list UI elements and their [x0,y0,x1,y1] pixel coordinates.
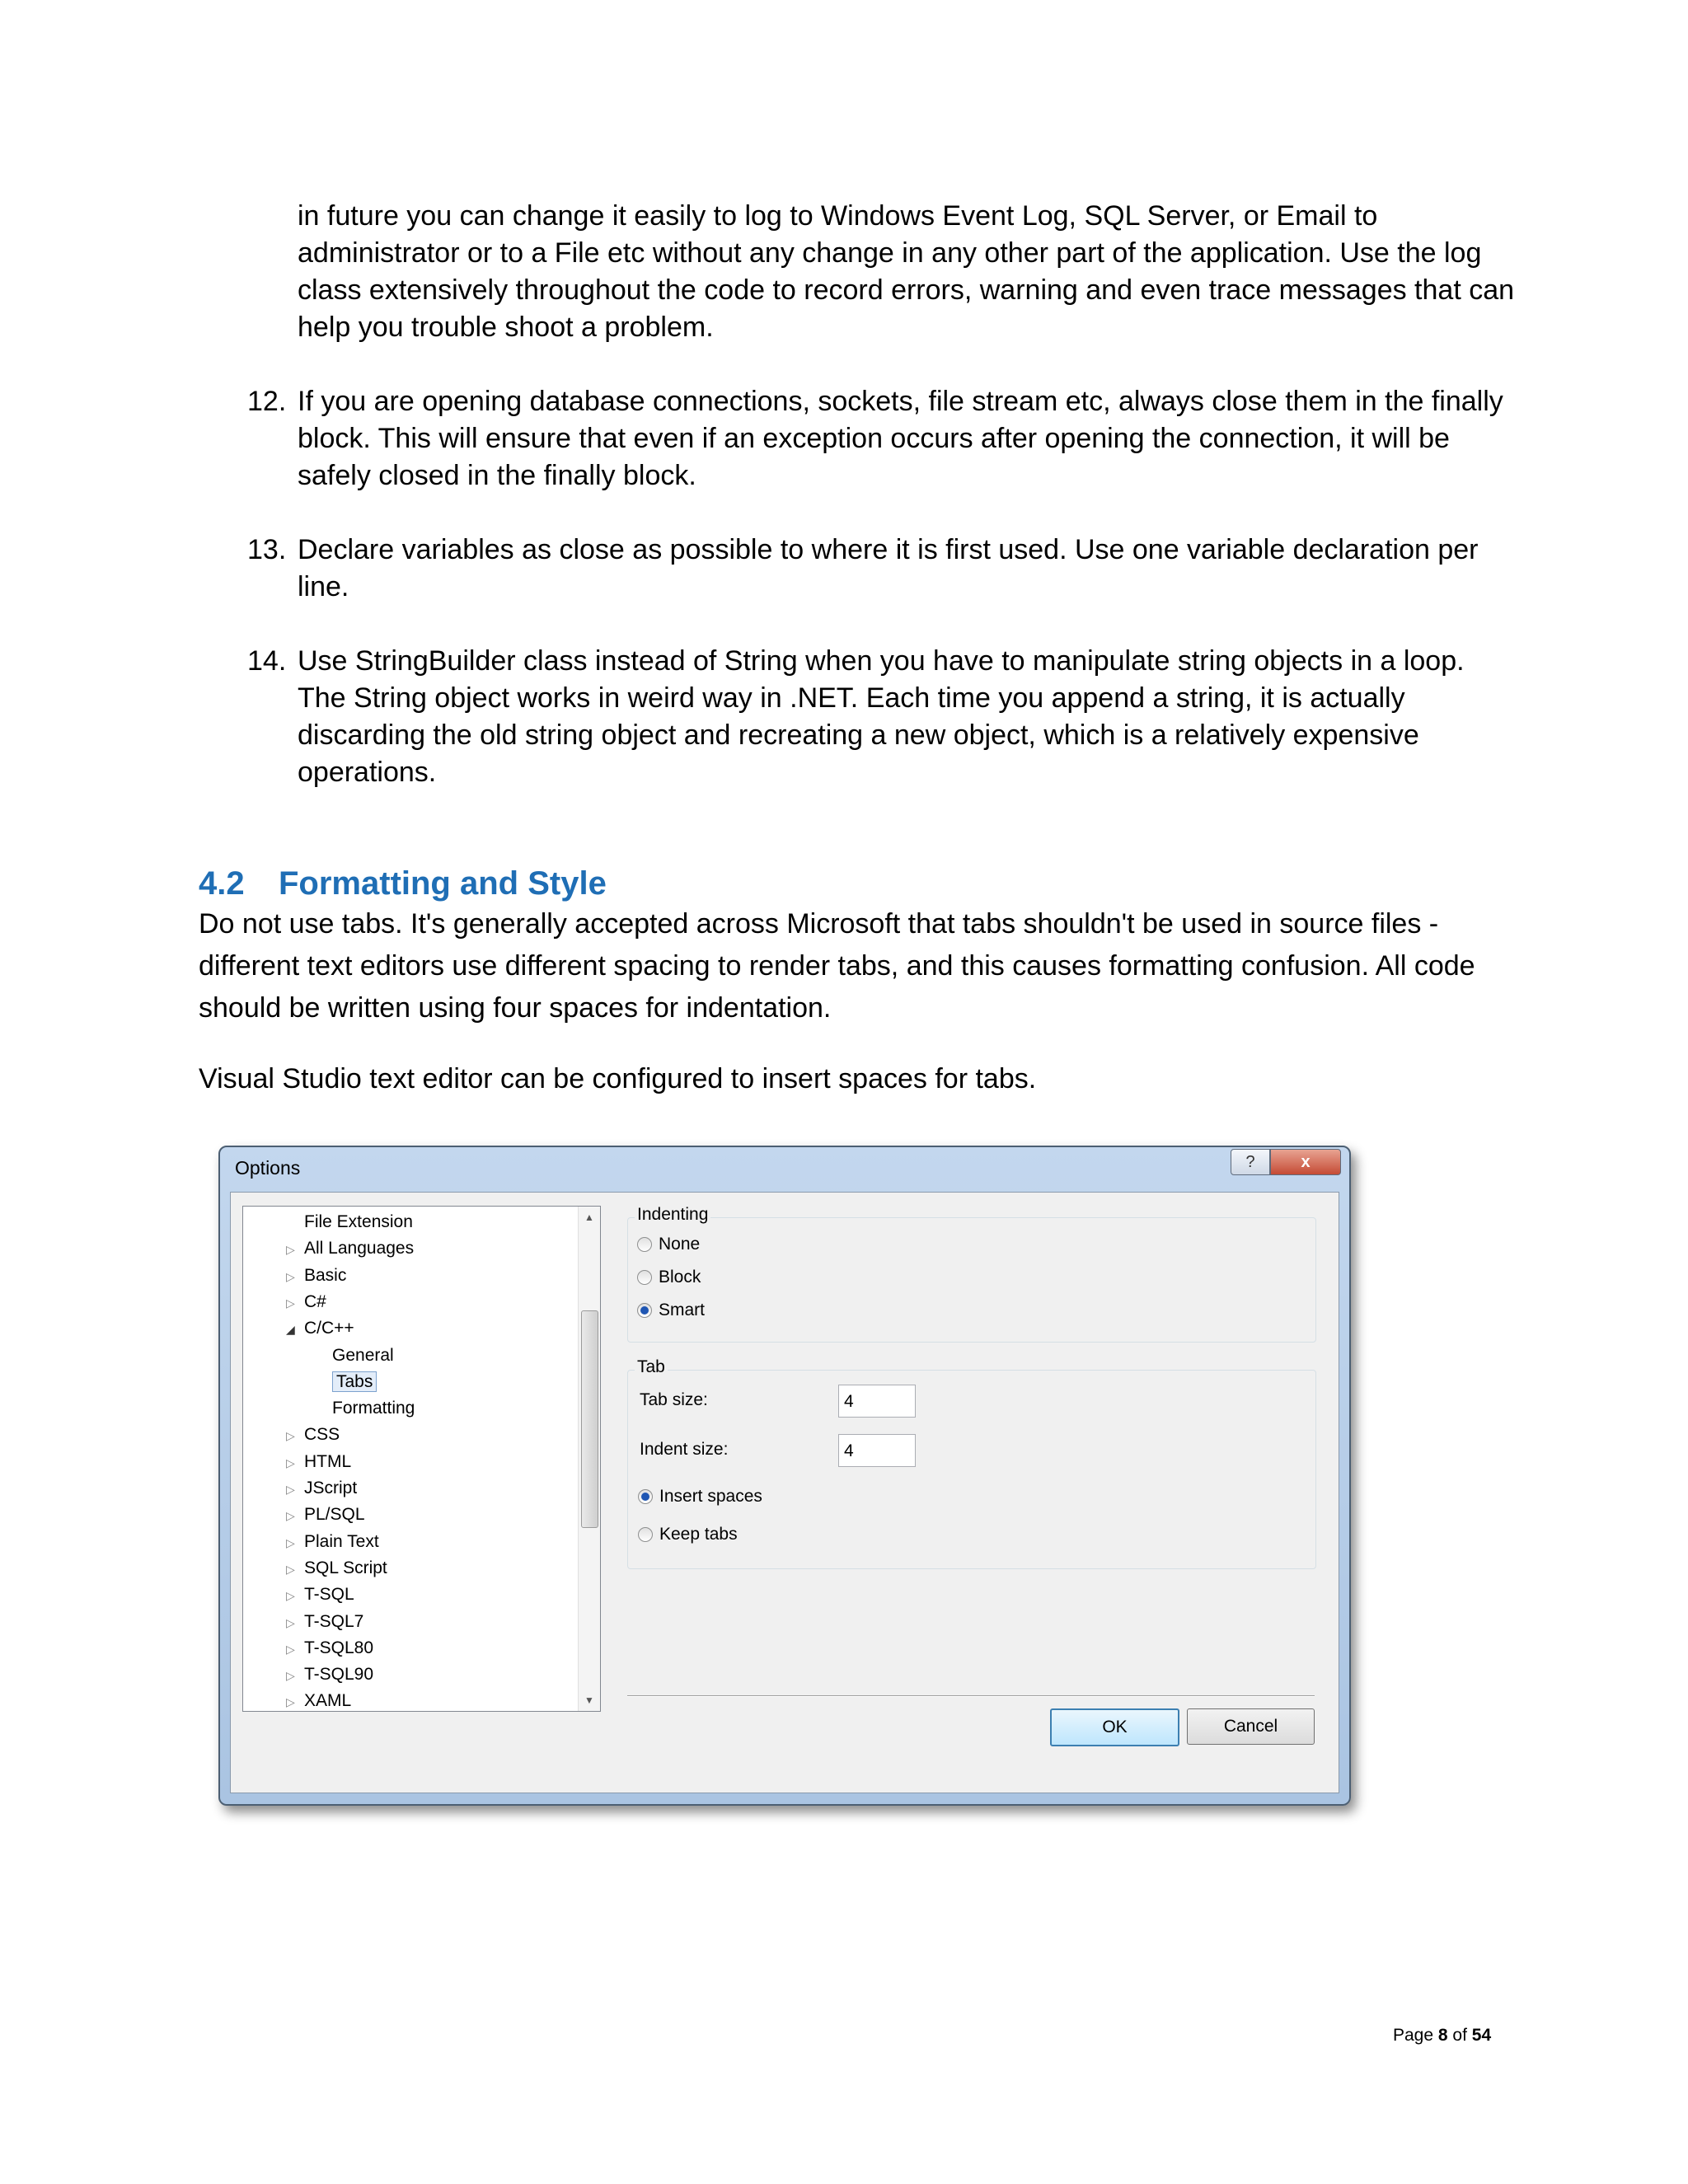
dialog-title: Options [235,1157,301,1179]
expanded-arrow-icon[interactable]: ◢ [286,1323,295,1337]
tree-item[interactable] [286,1610,363,1634]
collapsed-arrow-icon[interactable]: ▷ [286,1695,295,1709]
option-label: Smart [659,1301,706,1319]
indent-none-option[interactable] [637,1234,700,1255]
tree-item-label: T-SQL [304,1585,354,1605]
scroll-thumb[interactable] [581,1310,598,1528]
collapsed-arrow-icon[interactable]: ▷ [286,1509,295,1523]
tree-item-label: Basic [304,1265,347,1285]
cancel-button[interactable]: Cancel [1187,1708,1315,1745]
body-paragraph: Visual Studio text editor can be configured to insert spaces for tabs. [199,1063,1037,1094]
footer-prefix: Page [1393,2026,1434,2045]
tree-item-label: XAML [304,1691,352,1711]
options-tree[interactable] [242,1206,601,1712]
list-number: 12. [247,386,287,417]
tree-item[interactable] [332,1370,377,1394]
indent-block-option[interactable] [637,1267,701,1288]
tree-item[interactable] [286,1290,326,1315]
tree-scrollbar[interactable] [578,1207,600,1711]
section-title: Formatting and Style [279,865,607,902]
radio-selected-icon[interactable] [637,1303,652,1318]
radio-icon[interactable] [637,1237,652,1252]
tree-item[interactable] [286,1450,351,1474]
footer-of: of [1452,2026,1467,2045]
tree-item[interactable] [286,1422,340,1447]
collapsed-arrow-icon[interactable]: ▷ [286,1429,295,1443]
collapsed-arrow-icon[interactable]: ▷ [286,1642,295,1656]
radio-icon[interactable] [638,1527,653,1542]
tree-item[interactable] [332,1343,394,1368]
tree-item-label: SQL Script [304,1558,387,1577]
collapsed-arrow-icon[interactable]: ▷ [286,1589,295,1603]
tree-item-label: Formatting [332,1399,415,1418]
tree-item[interactable] [286,1582,354,1607]
tree-item[interactable] [332,1396,415,1421]
list-number: 13. [247,534,287,565]
collapsed-arrow-icon[interactable]: ▷ [286,1296,295,1310]
tree-item[interactable] [286,1556,387,1581]
help-button[interactable]: ? [1231,1149,1270,1175]
tree-item-label: C# [304,1291,326,1311]
tree-item-label: C/C++ [304,1319,354,1338]
list-text: Use StringBuilder class instead of String when you have to manipulate string objects in a loop. The String object works in weird way in .NET. Each time you append a string, it is actually discarding the old string object and recreating a new object, which is a relatively expensive operations. [298,645,1465,788]
tree-item[interactable] [286,1316,354,1341]
collapsed-arrow-icon[interactable]: ▷ [286,1615,295,1629]
tree-item[interactable] [286,1662,373,1687]
tree-item-label: Tabs [332,1371,377,1392]
indenting-group [627,1217,1316,1343]
indenting-label: Indenting [635,1205,710,1225]
tree-item-label: File Extension [304,1212,413,1231]
tree-item-label: All Languages [304,1239,415,1258]
tree-item-label: JScript [304,1479,358,1497]
indent-size-label: Indent size: [640,1440,729,1459]
page-footer [1393,2026,1491,2046]
collapsed-arrow-icon[interactable]: ▷ [286,1269,295,1283]
tree-item-label: T-SQL80 [304,1638,374,1657]
tree-item-label: CSS [304,1425,340,1445]
collapsed-arrow-icon[interactable]: ▷ [286,1243,295,1257]
collapsed-arrow-icon[interactable]: ▷ [286,1455,295,1469]
options-dialog [218,1146,1351,1806]
option-label: Insert spaces [659,1487,762,1506]
option-label: None [659,1235,701,1254]
ok-button[interactable]: OK [1050,1708,1179,1746]
tree-item[interactable] [286,1263,346,1288]
section-number: 4.2 [199,865,245,902]
tree-item[interactable] [286,1236,414,1261]
tree-item-label: T-SQL90 [304,1665,374,1685]
tree-item-label: PL/SQL [304,1505,365,1525]
tab-size-input[interactable]: 4 [838,1385,916,1418]
tree-item[interactable] [286,1502,365,1527]
insert-spaces-option[interactable] [638,1486,762,1507]
option-label: Keep tabs [659,1525,738,1544]
divider [627,1695,1315,1697]
list-number: 14. [247,645,287,677]
collapsed-arrow-icon[interactable]: ▷ [286,1483,295,1496]
collapsed-arrow-icon[interactable]: ▷ [286,1535,295,1549]
radio-icon[interactable] [637,1270,652,1285]
dialog-client-area [230,1192,1339,1793]
scroll-up-icon[interactable]: ▲ [584,1212,594,1223]
section-heading [199,863,607,904]
window-buttons [1231,1149,1341,1177]
list-text: If you are opening database connections, sockets, file stream etc, always close them in the finally block. This will ensure that even if an exception occurs after opening the connection, it will be safely closed in the finally block. [298,386,1503,491]
tab-group-label: Tab [635,1357,668,1377]
collapsed-arrow-icon[interactable]: ▷ [286,1562,295,1576]
tab-size-label: Tab size: [640,1390,708,1409]
indent-smart-option[interactable] [637,1300,705,1321]
collapsed-arrow-icon[interactable]: ▷ [286,1669,295,1683]
tree-item[interactable] [286,1530,379,1554]
body-paragraph: Do not use tabs. It's generally accepted across Microsoft that tabs shouldn't be used in source files - different text editors use different spacing to render tabs, and this causes formatting confusion. All code should be written using four spaces for indentation. [199,908,1475,1024]
option-label: Block [659,1268,701,1286]
close-button[interactable]: x [1270,1149,1341,1175]
tree-item[interactable] [286,1476,357,1501]
tree-item[interactable] [286,1636,373,1661]
tree-item-label: HTML [304,1451,352,1471]
list-text: Declare variables as close as possible to where it is first used. Use one variable declaration per line. [298,534,1479,602]
tree-item-label: Plain Text [304,1531,379,1551]
tree-item[interactable] [286,1210,413,1235]
tree-item[interactable] [286,1689,351,1712]
tree-item-label: T-SQL7 [304,1611,364,1631]
page-total: 54 [1471,2026,1492,2045]
indent-size-input[interactable]: 4 [838,1434,916,1467]
intro-paragraph: in future you can change it easily to log to Windows Event Log, SQL Server, or Email to administrator or to a File etc without any change in any other part of the application. Use the log class extensively throughout the code to record errors, warning and even trace messages that can help you trouble shoot a problem. [298,200,1515,343]
tree-item-label: General [332,1345,394,1365]
scroll-down-icon[interactable]: ▼ [584,1694,594,1706]
page-current: 8 [1437,2026,1448,2045]
radio-selected-icon[interactable] [638,1489,653,1504]
keep-tabs-option[interactable] [638,1524,738,1545]
